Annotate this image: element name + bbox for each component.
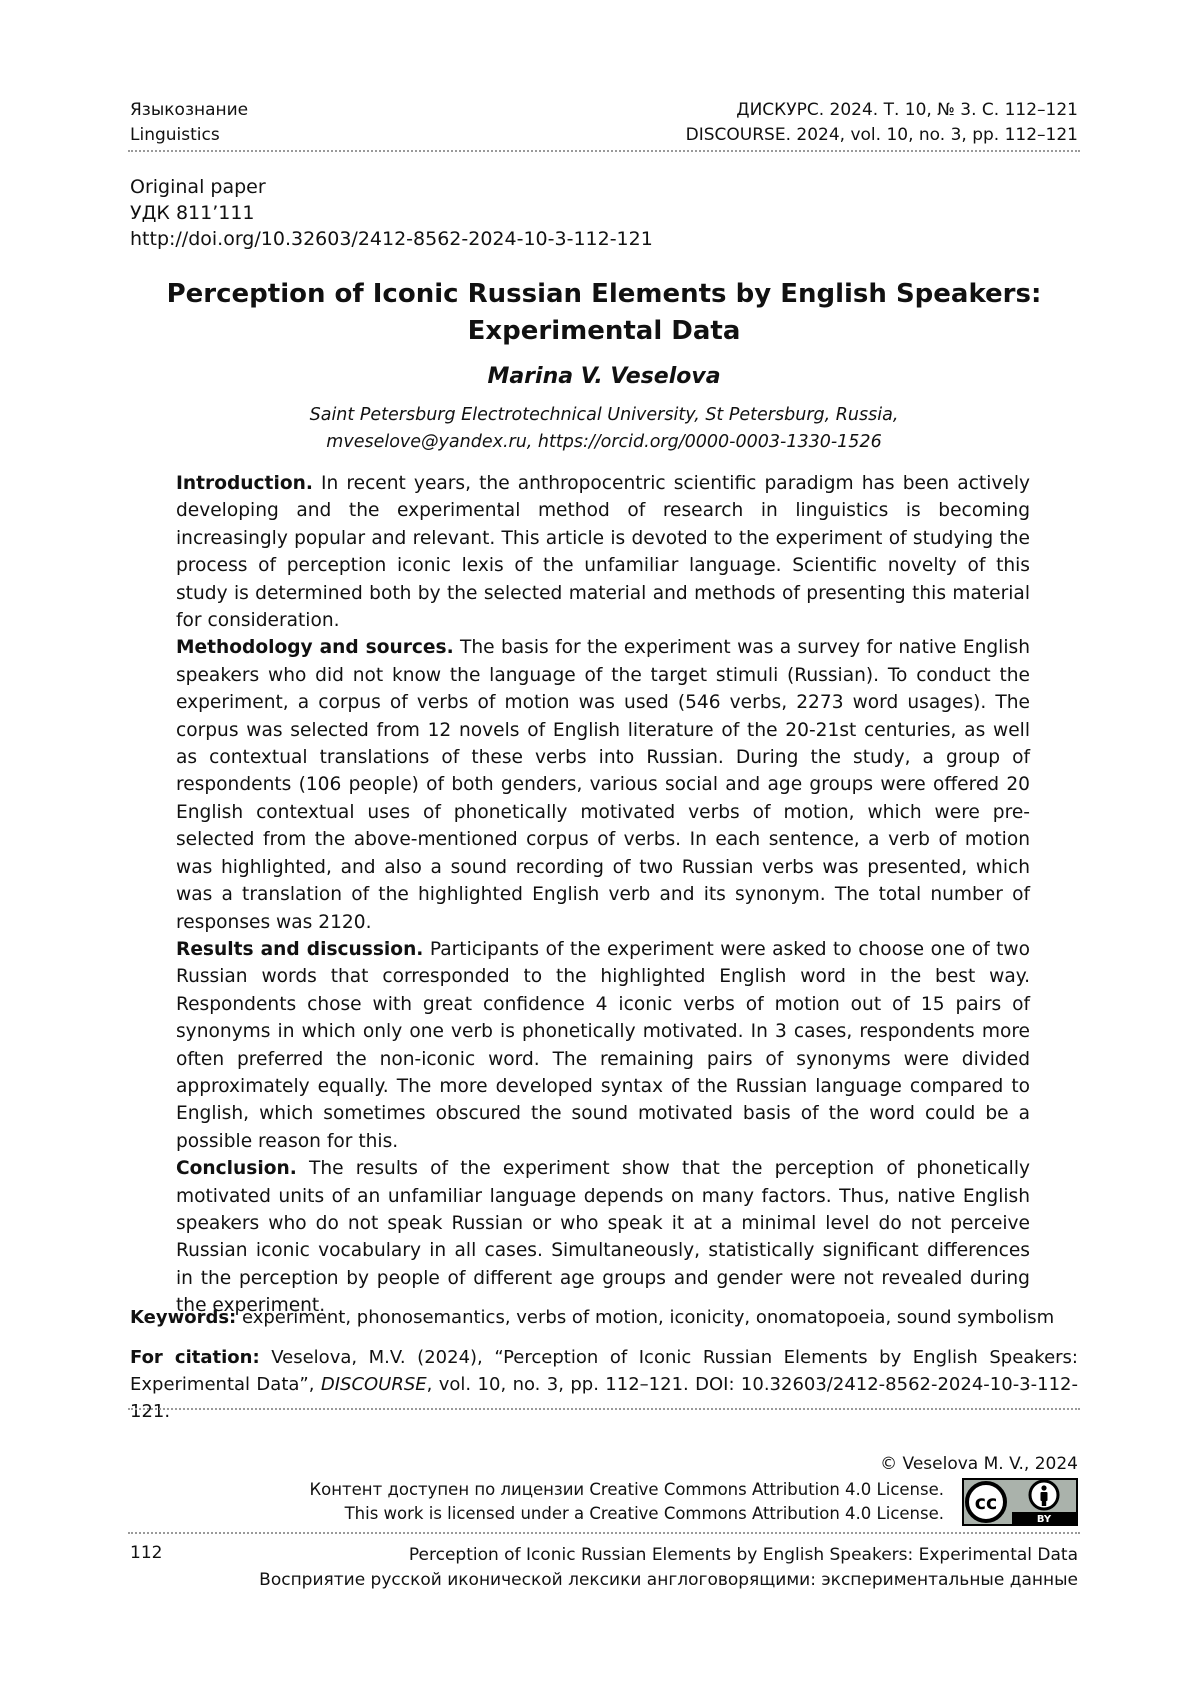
- badge-by-text: BY: [1036, 1514, 1052, 1525]
- abstract: [176, 470, 1030, 1320]
- citation-label: For citation:: [130, 1347, 260, 1368]
- affiliation-line: Saint Petersburg Electrotechnical University, St Petersburg, Russia,: [309, 405, 899, 425]
- methodology-label: Methodology and sources.: [176, 637, 454, 659]
- header-divider: [128, 150, 1080, 152]
- paper-type: Original paper: [130, 176, 266, 198]
- svg-text:cc: cc: [974, 1492, 998, 1514]
- journal-ref-en: DISCOURSE. 2024, vol. 10, no. 3, pp. 112–121: [685, 125, 1078, 145]
- author-affiliation: [130, 402, 1078, 456]
- results-label: Results and discussion.: [176, 938, 424, 960]
- keywords-label: Keywords:: [130, 1307, 237, 1328]
- footer-title-ru: Восприятие русской иконической лексики англоговорящими: экспериментальные данные: [259, 1570, 1078, 1590]
- citation: [130, 1344, 1078, 1425]
- udk-code: УДК 811’111: [130, 202, 255, 224]
- citation-text-before: Veselova, M.V. (2024), “Perception of Iconic Russian Elements by English Speakers: Experimental Data”,: [130, 1347, 1078, 1395]
- journal-reference: [686, 98, 1078, 148]
- keywords-text: experiment, phonosemantics, verbs of motion, iconicity, onomatopoeia, sound symbolism: [236, 1307, 1055, 1328]
- keywords: [130, 1304, 1084, 1331]
- running-footer: [259, 1543, 1078, 1593]
- author-name: Marina V. Veselova: [487, 364, 721, 389]
- article-meta: [130, 174, 653, 252]
- abstract-introduction: [176, 470, 1030, 634]
- license-text: [309, 1478, 944, 1526]
- conclusion-text: The results of the experiment show that the perception of phonetically motivated units of an unfamiliar language depends on many factors. Thus, native English speakers who do not speak Russian or who speak it at a minimal level do not perceive Russian iconic vocabulary in all cases. Simultaneously, statistically significant differences in the perception by people of different age groups and gender were not revealed during the experiment.: [176, 1158, 1030, 1317]
- footer-divider: [128, 1532, 1080, 1534]
- running-header: [130, 98, 1078, 148]
- citation-journal: DISCOURSE: [320, 1374, 427, 1395]
- section-en: Linguistics: [130, 125, 220, 145]
- doi-link[interactable]: http://doi.org/10.32603/2412-8562-2024-10-3-112-121: [130, 228, 653, 250]
- license-en: This work is licensed under a Creative Commons Attribution 4.0 License.: [344, 1504, 944, 1523]
- section-ru: Языкознание: [130, 100, 249, 120]
- introduction-text: In recent years, the anthropocentric scientific paradigm has been actively developing and the experimental method of research in linguistics is becoming increasingly popular and relevant. This article is devoted to the experiment of studying the process of perception iconic lexis of the unfamiliar language. Scientific novelty of this study is determined both by the selected material and methods of presenting this material for consideration.: [176, 473, 1030, 632]
- abstract-conclusion: [176, 1155, 1030, 1319]
- abstract-methodology: [176, 634, 1030, 935]
- copyright: © Veselova M. V., 2024: [880, 1454, 1078, 1474]
- page-number: 112: [130, 1543, 163, 1563]
- contact-line[interactable]: mveselove@yandex.ru, https://orcid.org/0000-0003-1330-1526: [326, 432, 882, 452]
- article-title: Perception of Iconic Russian Elements by English Speakers: Experimental Data: [166, 279, 1042, 346]
- citation-divider: [128, 1408, 1080, 1410]
- journal-ref-ru: ДИСКУРС. 2024. Т. 10, № 3. С. 112–121: [736, 100, 1078, 120]
- conclusion-label: Conclusion.: [176, 1158, 297, 1180]
- footer-title-en: Perception of Iconic Russian Elements by English Speakers: Experimental Data: [408, 1545, 1078, 1565]
- results-text: Participants of the experiment were asked to choose one of two Russian words that corresponded to the highlighted English word in the best way. Respondents chose with great confidence 4 iconic verbs of motion out of 15 pairs of synonyms in which only one verb is phonetically motivated. In 3 cases, respondents more often preferred the non-iconic word. The remaining pairs of synonyms were divided approximately equally. The more developed syntax of the Russian language compared to English, which sometimes obscured the sound motivated basis of the word could be a possible reason for this.: [176, 938, 1030, 1152]
- license-ru: Контент доступен по лицензии Creative Commons Attribution 4.0 License.: [309, 1480, 944, 1499]
- introduction-label: Introduction.: [176, 473, 313, 494]
- section-label: [130, 98, 248, 148]
- cc-by-icon[interactable]: [962, 1478, 1078, 1526]
- methodology-text: The basis for the experiment was a survey for native English speakers who did not know the language of the target stimuli (Russian). To conduct the experiment, a corpus of verbs of motion was used (546 verbs, 2273 word usages). The corpus was selected from 12 novels of English literature of the 20-21st centuries, as well as contextual translations of these verbs into Russian. During the study, a group of respondents (106 people) of both genders, various social and age groups were offered 20 English contextual uses of phonetically motivated verbs of motion, which were pre-selected from the above-mentioned corpus of verbs. In each sentence, a verb of motion was highlighted, and also a sound recording of two Russian verbs was presented, which was a translation of the highlighted English verb and its synonym. The total number of responses was 2120.: [176, 637, 1030, 933]
- abstract-results: [176, 936, 1030, 1155]
- citation-text-after: , vol. 10, no. 3, pp. 112–121. DOI: 10.32603/2412-8562-2024-10-3-112-121.: [130, 1374, 1078, 1422]
